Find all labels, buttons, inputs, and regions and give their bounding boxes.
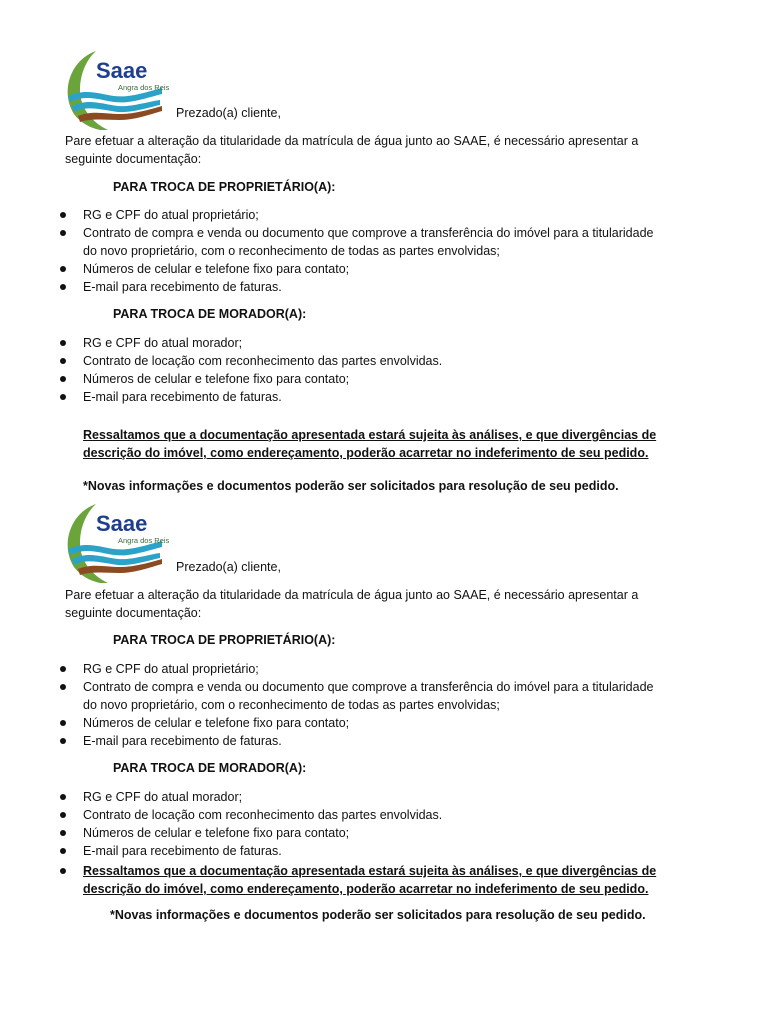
footnote: *Novas informações e documentos poderão ser solicitados para resolução de seu pedido. bbox=[110, 908, 646, 922]
owner-requirements-list bbox=[0, 660, 768, 750]
resident-change-heading: PARA TROCA DE MORADOR(A): bbox=[113, 761, 307, 775]
logo-subtitle-text: Angra dos Reis bbox=[118, 536, 170, 545]
list-item: E-mail para recebimento de faturas. bbox=[0, 732, 768, 750]
list-item: Contrato de locação com reconhecimento das partes envolvidas. bbox=[0, 806, 768, 824]
footnote: *Novas informações e documentos poderão ser solicitados para resolução de seu pedido. bbox=[83, 479, 619, 493]
list-item: Números de celular e telefone fixo para contato; bbox=[0, 260, 768, 278]
owner-change-heading: PARA TROCA DE PROPRIETÁRIO(A): bbox=[113, 180, 336, 194]
review-notice: Ressaltamos que a documentação apresentada estará sujeita às análises, e que divergências de descrição do imóvel, como endereçamento, poderão acarretar no indeferimento de seu pedido. bbox=[83, 428, 657, 460]
intro-paragraph: Pare efetuar a alteração da titularidade da matrícula de água junto ao SAAE, é necessário apresentar a seguinte documentação: bbox=[65, 588, 639, 620]
list-item: Números de celular e telefone fixo para contato; bbox=[0, 714, 768, 732]
greeting: Prezado(a) cliente, bbox=[176, 560, 281, 574]
resident-change-heading: PARA TROCA DE MORADOR(A): bbox=[113, 307, 307, 321]
list-item: RG e CPF do atual morador; bbox=[0, 788, 768, 806]
list-item: RG e CPF do atual morador; bbox=[0, 334, 768, 352]
list-item: RG e CPF do atual proprietário; bbox=[0, 206, 768, 224]
resident-requirements-list bbox=[0, 788, 768, 860]
logo-brand-text: Saae bbox=[96, 58, 148, 83]
saae-logo bbox=[62, 501, 172, 583]
list-item: Contrato de compra e venda ou documento que comprove a transferência do imóvel para a titularidade do novo proprietário, com o reconhecimento de todas as partes envolvidas; bbox=[0, 224, 768, 260]
review-notice: Ressaltamos que a documentação apresentada estará sujeita às análises, e que divergências de descrição do imóvel, como endereçamento, poderão acarretar no indeferimento de seu pedido. bbox=[83, 864, 657, 896]
list-item: E-mail para recebimento de faturas. bbox=[0, 278, 768, 296]
owner-change-heading: PARA TROCA DE PROPRIETÁRIO(A): bbox=[113, 633, 336, 647]
greeting: Prezado(a) cliente, bbox=[176, 106, 281, 120]
logo-brand-text: Saae bbox=[96, 511, 148, 536]
list-item: Números de celular e telefone fixo para contato; bbox=[0, 370, 768, 388]
list-item: Contrato de compra e venda ou documento que comprove a transferência do imóvel para a titularidade do novo proprietário, com o reconhecimento de todas as partes envolvidas; bbox=[0, 678, 768, 714]
list-item: RG e CPF do atual proprietário; bbox=[0, 660, 768, 678]
intro-paragraph: Pare efetuar a alteração da titularidade da matrícula de água junto ao SAAE, é necessário apresentar a seguinte documentação: bbox=[65, 134, 639, 166]
notice-bullet bbox=[60, 868, 66, 874]
list-item: E-mail para recebimento de faturas. bbox=[0, 388, 768, 406]
list-item: Números de celular e telefone fixo para contato; bbox=[0, 824, 768, 842]
list-item: Contrato de locação com reconhecimento das partes envolvidas. bbox=[0, 352, 768, 370]
logo-subtitle-text: Angra dos Reis bbox=[118, 83, 170, 92]
list-item: E-mail para recebimento de faturas. bbox=[0, 842, 768, 860]
